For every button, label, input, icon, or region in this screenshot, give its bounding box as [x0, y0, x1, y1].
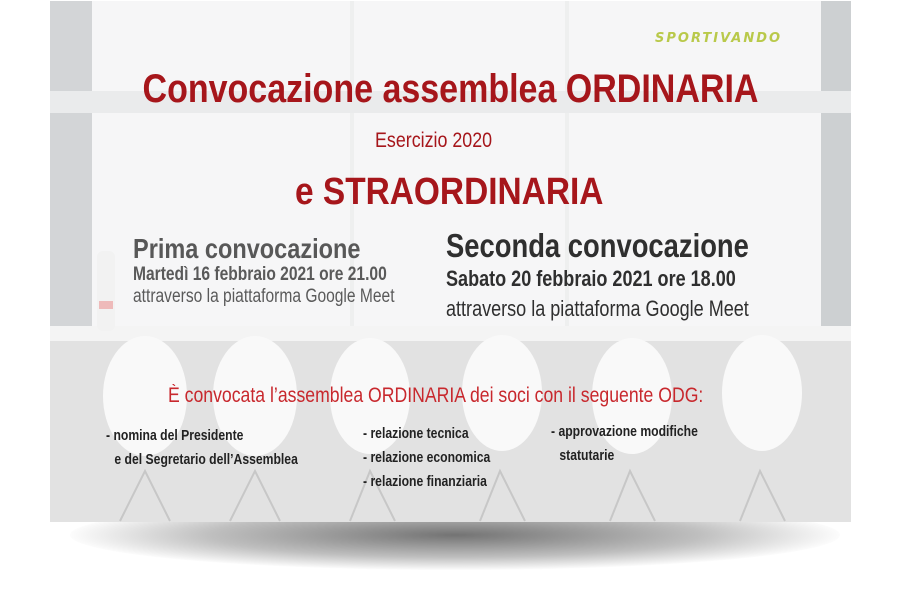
second-call-platform: attraverso la piattaforma Google Meet — [446, 296, 749, 321]
list-item — [106, 424, 298, 472]
first-call-date: Martedì 16 febbraio 2021 ore 21.00 — [133, 264, 387, 285]
agenda-item-line: - approvazione modifiche — [551, 424, 698, 440]
list-item — [551, 420, 698, 468]
agenda-item-line: statutarie — [559, 448, 615, 464]
agenda-item-line: - nomina del Presidente — [106, 428, 244, 444]
list-item: - relazione finanziaria — [363, 474, 487, 490]
first-call-platform: attraverso la piattaforma Google Meet — [133, 286, 395, 307]
title-fiscal-year: Esercizio 2020 — [375, 129, 493, 152]
list-item: - relazione economica — [363, 450, 491, 466]
first-call — [133, 233, 452, 308]
agenda-column-1 — [106, 424, 334, 472]
agenda-column-3 — [551, 420, 726, 468]
agenda-title: È convocata l’assemblea ORDINARIA dei soci con il seguente ODG: — [168, 384, 704, 407]
first-call-heading: Prima convocazione — [133, 233, 361, 264]
agenda-item-line: e del Segretario dell’Assemblea — [114, 452, 298, 468]
list-item: - relazione tecnica — [363, 426, 469, 442]
agenda-column-2 — [363, 422, 515, 494]
second-call — [446, 227, 815, 322]
announcement-card — [50, 1, 851, 522]
second-call-date: Sabato 20 febbraio 2021 ore 18.00 — [446, 266, 736, 291]
second-call-heading: Seconda convocazione — [446, 227, 749, 264]
brand-logo: SPORTIVANDO — [655, 31, 783, 46]
title-extraordinary: e STRAORDINARIA — [295, 171, 604, 213]
title-ordinary: Convocazione assemblea ORDINARIA — [142, 67, 759, 111]
